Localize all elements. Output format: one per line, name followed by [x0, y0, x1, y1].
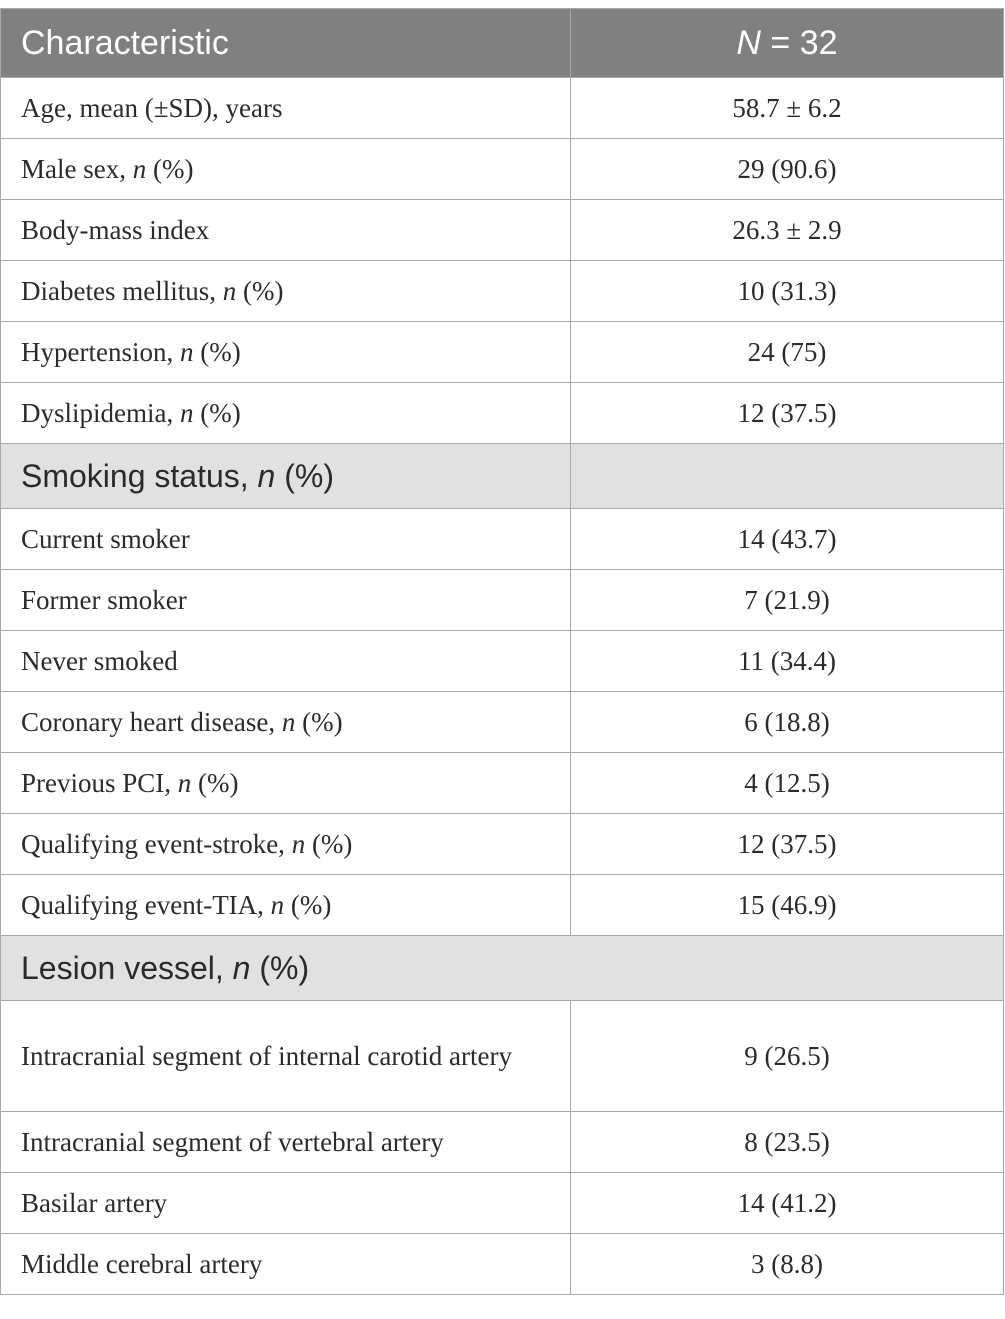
row-label	[1, 322, 571, 383]
table-row	[1, 1001, 1004, 1112]
table-row	[1, 814, 1004, 875]
table-row	[1, 570, 1004, 631]
row-label: Basilar artery	[1, 1173, 571, 1234]
section-n: n	[232, 949, 251, 986]
label-text: Previous PCI,	[21, 767, 178, 798]
row-label: Never smoked	[1, 631, 571, 692]
row-value: 12 (37.5)	[571, 383, 1004, 444]
section-empty-cell	[571, 444, 1004, 509]
row-label	[1, 692, 571, 753]
header-n	[571, 9, 1004, 78]
section-text: Lesion vessel,	[21, 949, 233, 986]
label-suffix: (%)	[284, 889, 332, 920]
row-value: 29 (90.6)	[571, 139, 1004, 200]
row-value: 14 (41.2)	[571, 1173, 1004, 1234]
table-row	[1, 753, 1004, 814]
label-text: Coronary heart disease,	[21, 706, 282, 737]
label-n: n	[222, 275, 237, 306]
table-row	[1, 139, 1004, 200]
row-value: 12 (37.5)	[571, 814, 1004, 875]
label-text: Male sex,	[21, 153, 133, 184]
row-value: 4 (12.5)	[571, 753, 1004, 814]
label-suffix: (%)	[236, 275, 284, 306]
section-text: Smoking status,	[21, 457, 258, 494]
table-row	[1, 78, 1004, 139]
row-label	[1, 261, 571, 322]
label-suffix: (%)	[193, 336, 241, 367]
row-value: 14 (43.7)	[571, 509, 1004, 570]
row-value: 10 (31.3)	[571, 261, 1004, 322]
row-label: Current smoker	[1, 509, 571, 570]
table-row	[1, 631, 1004, 692]
label-n: n	[291, 828, 306, 859]
label-text: Dyslipidemia,	[21, 397, 180, 428]
row-value: 6 (18.8)	[571, 692, 1004, 753]
section-row-lesion	[1, 936, 1004, 1001]
row-label	[1, 753, 571, 814]
label-suffix: (%)	[191, 767, 239, 798]
table-row	[1, 322, 1004, 383]
table-row	[1, 1173, 1004, 1234]
row-value: 3 (8.8)	[571, 1234, 1004, 1295]
row-label: Middle cerebral artery	[1, 1234, 571, 1295]
table-row	[1, 261, 1004, 322]
table-row	[1, 1112, 1004, 1173]
section-suffix: (%)	[275, 457, 334, 494]
row-label	[1, 814, 571, 875]
header-n-eq: = 32	[760, 23, 838, 62]
row-value: 58.7 ± 6.2	[571, 78, 1004, 139]
label-n: n	[177, 767, 192, 798]
label-suffix: (%)	[305, 828, 353, 859]
header-characteristic: Characteristic	[1, 9, 571, 78]
row-label: Former smoker	[1, 570, 571, 631]
table-row	[1, 509, 1004, 570]
row-label	[1, 139, 571, 200]
section-label	[1, 936, 1004, 1001]
table-row	[1, 1234, 1004, 1295]
row-label: Age, mean (±SD), years	[1, 78, 571, 139]
label-n: n	[270, 889, 285, 920]
label-text: Qualifying event-stroke,	[21, 828, 292, 859]
row-label: Intracranial segment of vertebral artery	[1, 1112, 571, 1173]
header-n-var: N	[736, 23, 761, 62]
label-text: Diabetes mellitus,	[21, 275, 223, 306]
row-label	[1, 875, 571, 936]
row-value: 11 (34.4)	[571, 631, 1004, 692]
section-n: n	[257, 457, 276, 494]
row-label	[1, 383, 571, 444]
label-text: Hypertension,	[21, 336, 180, 367]
label-n: n	[281, 706, 296, 737]
table-row	[1, 200, 1004, 261]
table-row	[1, 875, 1004, 936]
row-label: Body-mass index	[1, 200, 571, 261]
label-suffix: (%)	[193, 397, 241, 428]
table-row	[1, 692, 1004, 753]
label-suffix: (%)	[146, 153, 194, 184]
row-value: 7 (21.9)	[571, 570, 1004, 631]
label-n: n	[132, 153, 147, 184]
label-n: n	[179, 336, 194, 367]
table-row	[1, 383, 1004, 444]
row-value: 24 (75)	[571, 322, 1004, 383]
section-label	[1, 444, 571, 509]
label-n: n	[179, 397, 194, 428]
section-suffix: (%)	[250, 949, 310, 986]
row-label: Intracranial segment of internal carotid artery	[1, 1001, 571, 1112]
row-value: 26.3 ± 2.9	[571, 200, 1004, 261]
table-header-row	[1, 9, 1004, 78]
row-value: 9 (26.5)	[571, 1001, 1004, 1112]
baseline-characteristics-table	[0, 8, 1004, 1295]
label-suffix: (%)	[295, 706, 343, 737]
section-row-smoking	[1, 444, 1004, 509]
row-value: 15 (46.9)	[571, 875, 1004, 936]
row-value: 8 (23.5)	[571, 1112, 1004, 1173]
label-text: Qualifying event-TIA,	[21, 889, 271, 920]
